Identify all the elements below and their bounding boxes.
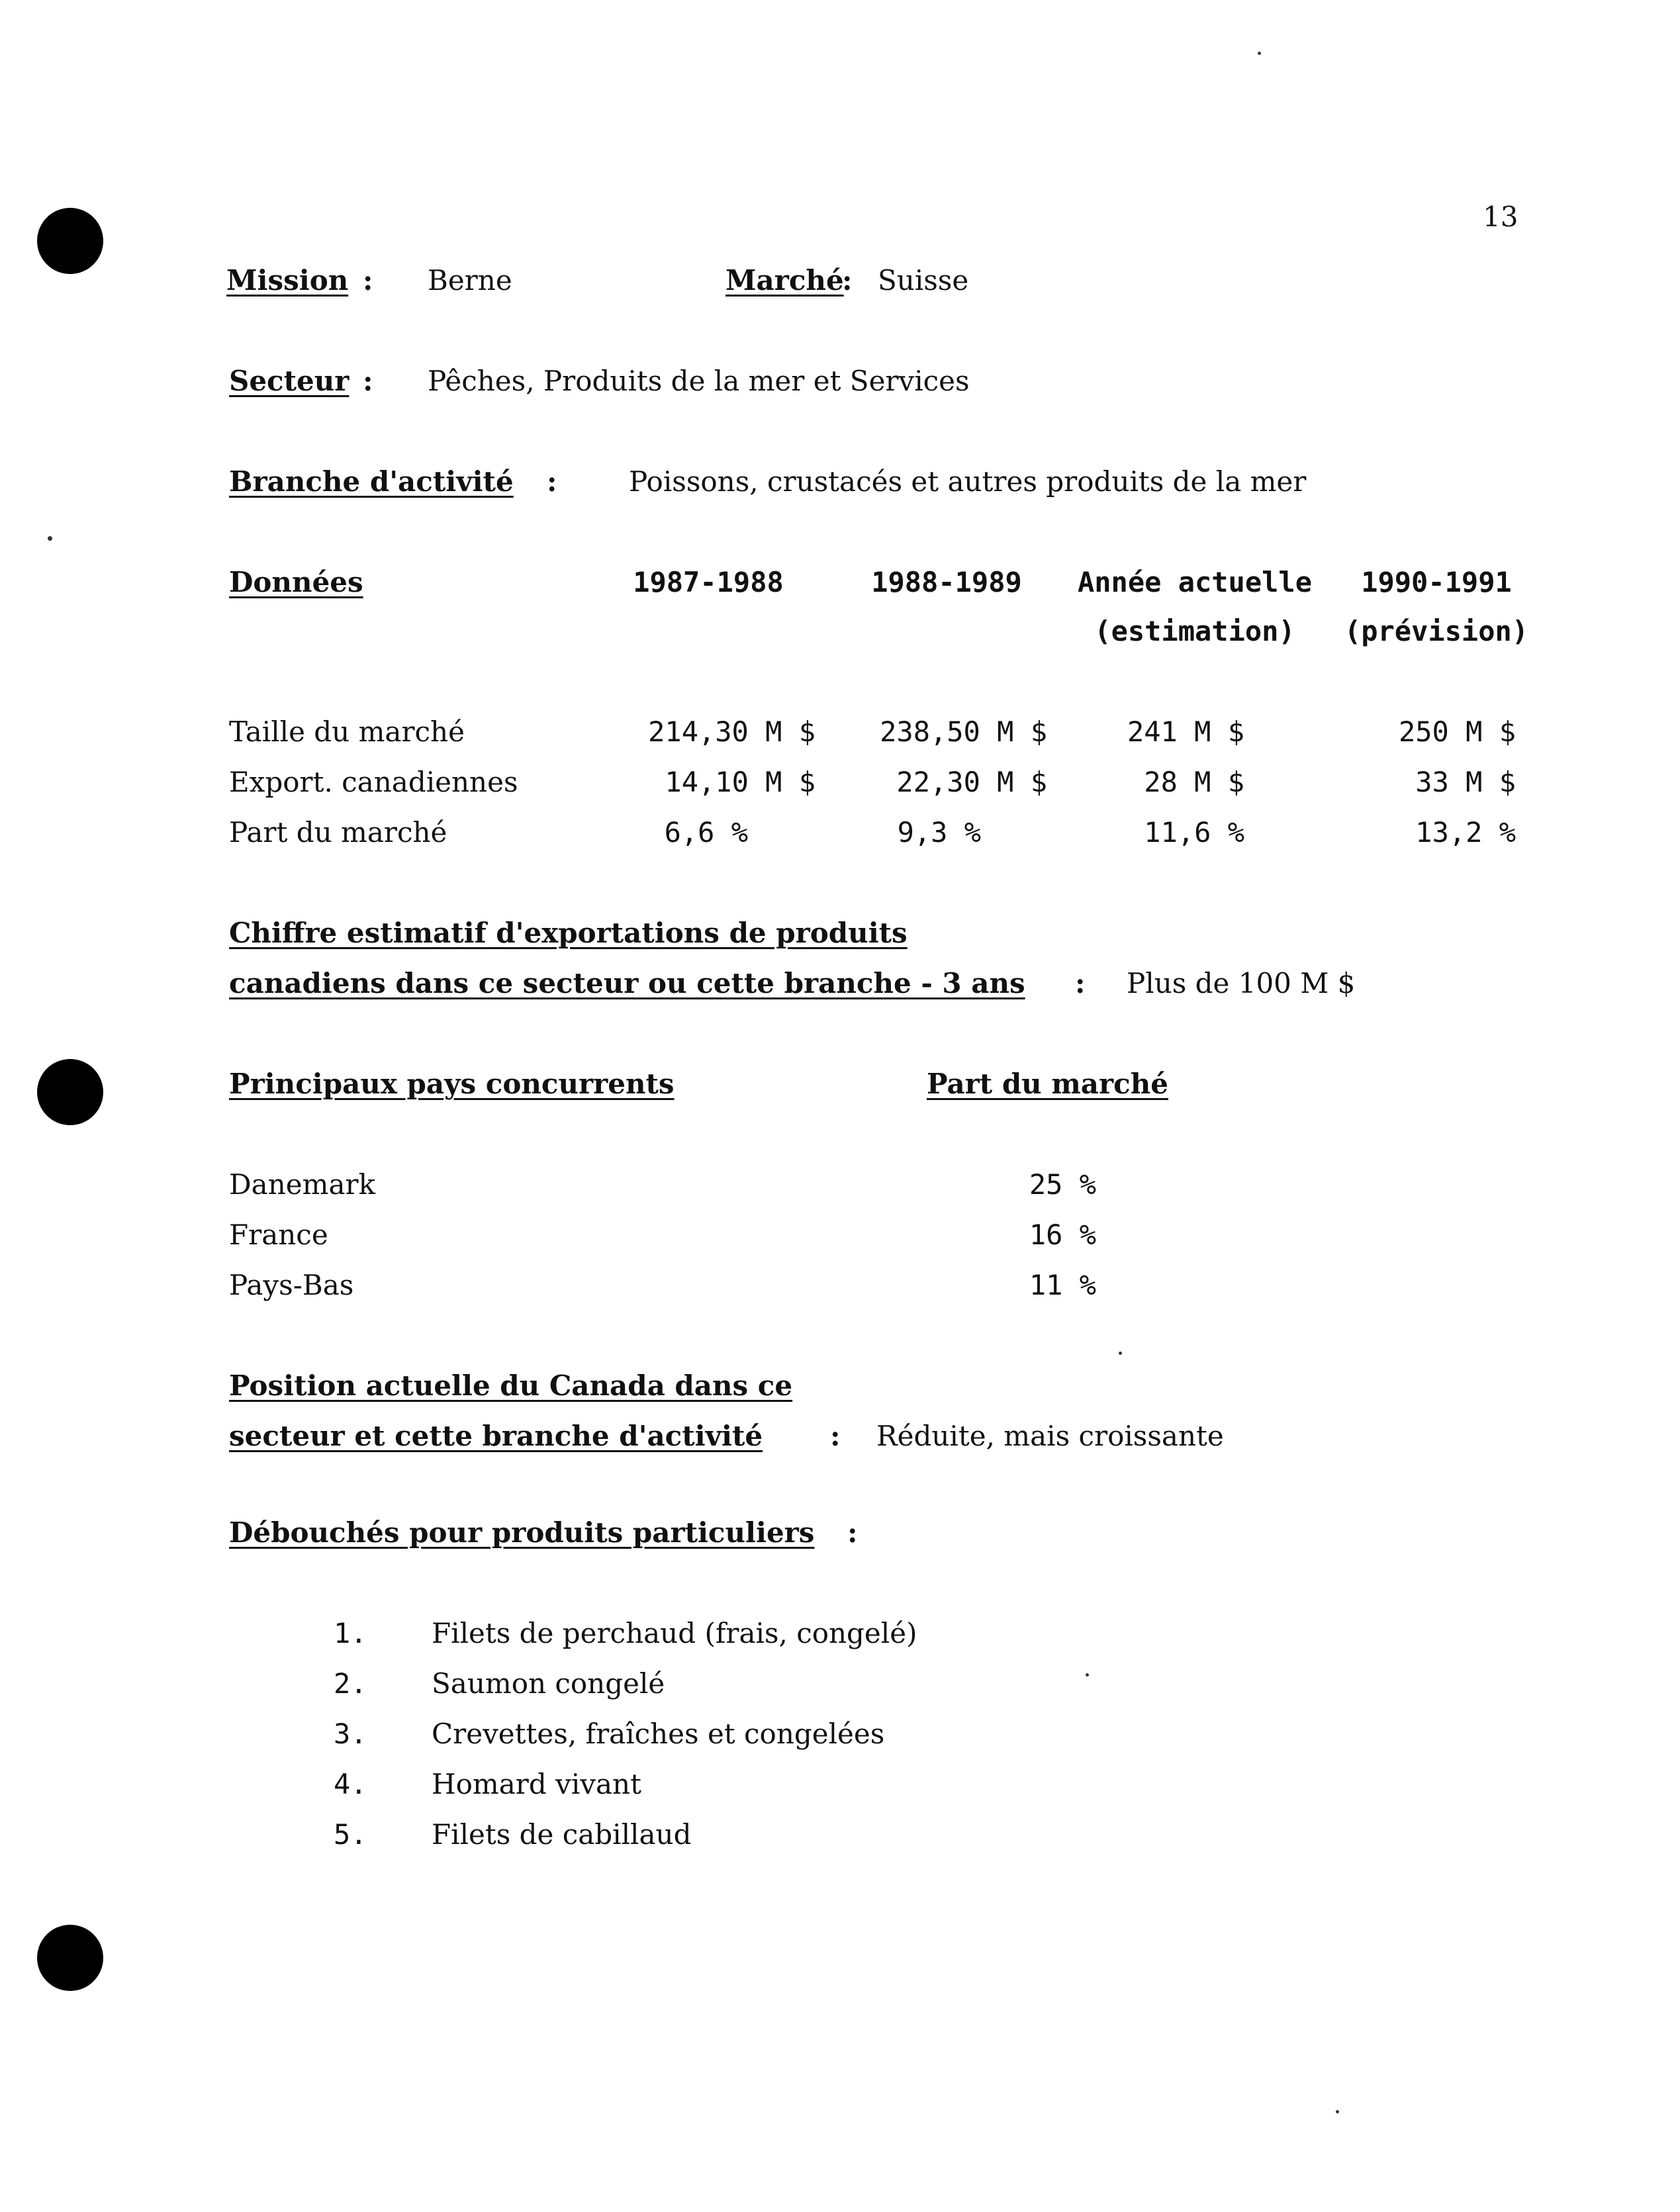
concurrent-share-france: 16 % <box>1029 1219 1096 1251</box>
cell-export-1987: 14,10 M $ <box>665 766 816 798</box>
debouches-label: Débouchés pour produits particuliers <box>229 1516 815 1549</box>
marche-sep: : <box>842 264 853 297</box>
debouches-item-num: 4. <box>334 1768 367 1800</box>
punch-hole-middle <box>37 1059 103 1125</box>
punch-hole-top <box>37 208 103 274</box>
concurrent-share-danemark: 25 % <box>1029 1168 1096 1201</box>
concurrent-country-danemark: Danemark <box>229 1168 376 1201</box>
cell-taille-1987: 214,30 M $ <box>648 715 816 748</box>
cell-taille-actuelle: 241 M $ <box>1127 715 1244 748</box>
punch-hole-bottom <box>37 1925 103 1991</box>
position-value: Réduite, mais croissante <box>876 1420 1224 1452</box>
scan-speck <box>1258 52 1261 55</box>
header-1990-1991-sub: (prévision) <box>1344 615 1529 647</box>
debouches-item-num: 5. <box>334 1818 367 1851</box>
header-annee-actuelle-sub: (estimation) <box>1094 615 1295 647</box>
scan-speck <box>1119 1352 1122 1355</box>
debouches-item-num: 1. <box>334 1617 367 1649</box>
marche-label: Marché <box>725 264 844 297</box>
debouches-item-text: Homard vivant <box>432 1768 641 1800</box>
chiffre-value: Plus de 100 M $ <box>1127 967 1356 999</box>
cell-taille-1990: 250 M $ <box>1398 715 1516 748</box>
scan-speck <box>1336 2110 1339 2113</box>
cell-export-1988: 22,30 M $ <box>896 766 1047 798</box>
cell-part-1990: 13,2 % <box>1415 816 1516 849</box>
page-number: 13 <box>1483 201 1518 233</box>
concurrents-header: Principaux pays concurrents <box>229 1068 675 1100</box>
cell-taille-1988: 238,50 M $ <box>880 715 1047 748</box>
debouches-item-text: Saumon congelé <box>432 1667 665 1700</box>
row-label-export: Export. canadiennes <box>229 766 518 798</box>
secteur-value: Pêches, Produits de la mer et Services <box>428 365 970 397</box>
chiffre-label-line2: canadiens dans ce secteur ou cette branche - 3 ans <box>229 967 1025 999</box>
debouches-item-text: Crevettes, fraîches et congelées <box>432 1718 885 1750</box>
debouches-item-text: Filets de cabillaud <box>432 1818 692 1851</box>
secteur-label: Secteur <box>229 365 350 397</box>
cell-part-actuelle: 11,6 % <box>1144 816 1244 849</box>
chiffre-label-line1: Chiffre estimatif d'exportations de produits <box>229 917 908 949</box>
mission-value: Berne <box>428 264 512 297</box>
position-label-line1: Position actuelle du Canada dans ce <box>229 1369 793 1402</box>
scan-speck <box>48 536 52 541</box>
cell-export-actuelle: 28 M $ <box>1144 766 1244 798</box>
cell-part-1988: 9,3 % <box>897 816 981 849</box>
branche-sep: : <box>547 465 557 498</box>
cell-part-1987: 6,6 % <box>664 816 748 849</box>
concurrent-share-pays-bas: 11 % <box>1029 1269 1096 1301</box>
concurrent-country-france: France <box>229 1219 328 1251</box>
header-1987-1988: 1987-1988 <box>633 566 784 598</box>
debouches-item-num: 3. <box>334 1718 367 1750</box>
row-label-taille: Taille du marché <box>229 715 465 748</box>
marche-value: Suisse <box>878 264 969 297</box>
branche-label: Branche d'activité <box>229 465 514 498</box>
row-label-part: Part du marché <box>229 816 447 849</box>
chiffre-sep: : <box>1075 967 1086 999</box>
header-1990-1991: 1990-1991 <box>1361 566 1512 598</box>
header-annee-actuelle: Année actuelle <box>1077 566 1312 598</box>
branche-value: Poissons, crustacés et autres produits de la mer <box>629 465 1307 498</box>
mission-label: Mission <box>226 264 349 297</box>
position-label-line2: secteur et cette branche d'activité <box>229 1420 763 1452</box>
scan-speck <box>1086 1673 1089 1677</box>
concurrent-country-pays-bas: Pays-Bas <box>229 1269 354 1301</box>
donnees-label: Données <box>229 566 363 598</box>
debouches-sep: : <box>847 1516 858 1549</box>
debouches-item-text: Filets de perchaud (frais, congelé) <box>432 1617 917 1649</box>
debouches-item-num: 2. <box>334 1667 367 1700</box>
position-sep: : <box>830 1420 841 1452</box>
mission-sep: : <box>363 264 373 297</box>
cell-export-1990: 33 M $ <box>1415 766 1516 798</box>
secteur-sep: : <box>363 365 373 397</box>
header-1988-1989: 1988-1989 <box>871 566 1022 598</box>
concurrents-share-header: Part du marché <box>927 1068 1168 1100</box>
